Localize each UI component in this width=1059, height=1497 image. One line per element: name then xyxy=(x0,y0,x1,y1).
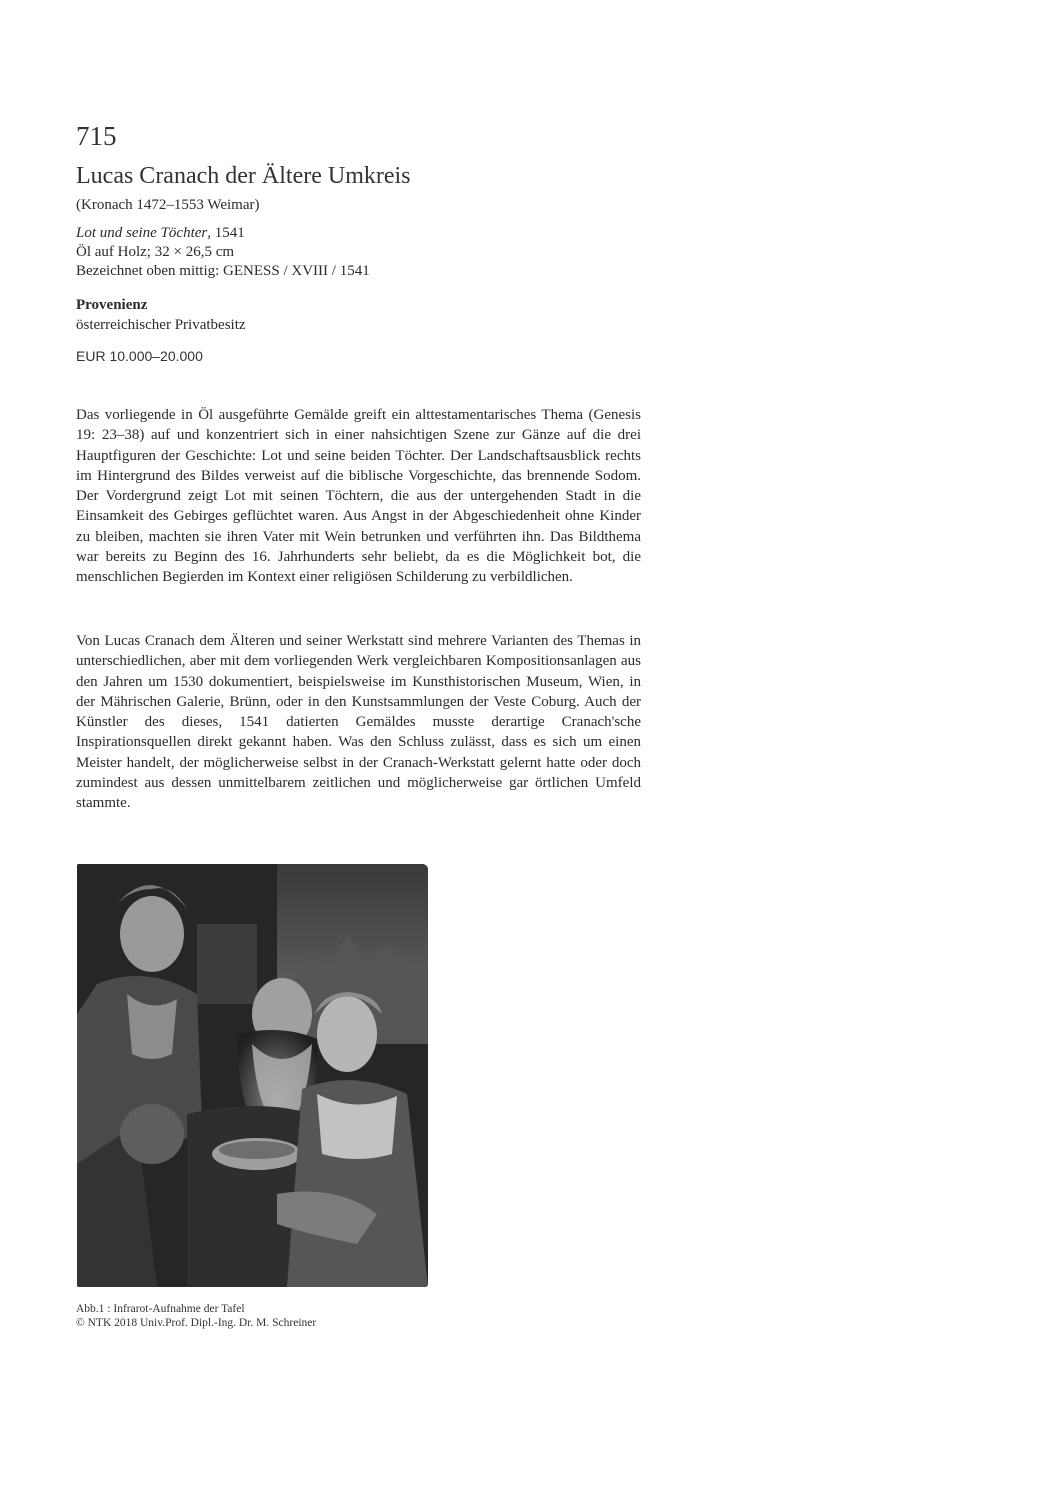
work-year: , 1541 xyxy=(207,225,245,241)
figure-caption xyxy=(76,1302,316,1330)
description-paragraph: Das vorliegende in Öl ausgeführte Gemälde greift ein alttestamentarisches Thema (Genesis 19: 23–38) auf und konzentriert sich in einer nahsichtigen Szene zur Gänze auf die drei Hauptfiguren der Geschichte: Lot und seine beiden Töchter. Der Landschaftsausblick rechts im Hintergrund des Bildes verweist auf die biblische Vorgeschichte, das brennende Sodom. Der Vordergrund zeigt Lot mit seinen Töchtern, die aus der untergehenden Stadt in die Einsamkeit des Gebirges geflüchtet waren. Aus Angst in der Abgeschiedenheit ohne Kinder zu bleiben, machten sie ihren Vater mit Wein betrunken und verführten ihn. Das Bildthema war bereits zu Beginn des 16. Jahrhunderts sehr beliebt, da es die Möglichkeit bot, die menschlichen Begierden im Kontext einer religiösen Schilderung zu verbildlichen. xyxy=(76,407,641,586)
work-details xyxy=(76,224,370,281)
artist-life-dates: (Kronach 1472–1553 Weimar) xyxy=(76,197,260,213)
figure-caption-title: Abb.1 : Infrarot-Aufnahme der Tafel xyxy=(76,1303,245,1315)
work-medium: Öl auf Holz; 32 × 26,5 cm xyxy=(76,244,235,260)
artist-name: Lucas Cranach der Ältere Umkreis xyxy=(76,163,411,189)
lot-number: 715 xyxy=(76,121,117,151)
painting-infrared-illustration xyxy=(77,864,428,1287)
work-inscription: Bezeichnet oben mittig: GENESS / XVIII / 1541 xyxy=(76,263,370,279)
provenance-text: österreichischer Privatbesitz xyxy=(76,317,246,333)
figure-caption-credit: © NTK 2018 Univ.Prof. Dipl.-Ing. Dr. M. Schreiner xyxy=(76,1317,317,1329)
infrared-image xyxy=(77,864,428,1287)
work-title-line xyxy=(76,224,370,243)
work-title: Lot und seine Töchter xyxy=(76,225,208,241)
estimate: EUR 10.000–20.000 xyxy=(76,348,203,364)
description-paragraph: Von Lucas Cranach dem Älteren und seiner Werkstatt sind mehrere Varianten des Themas in unterschiedlichen, aber mit dem vorliegenden Werk vergleichbaren Kompositionsanlagen aus den Jahren um 1530 dokumentiert, beispielsweise im Kunsthistorischen Museum, Wien, in der Mährischen Galerie, Brünn, oder in den Kunstsammlungen der Veste Coburg. Auch der Künstler des dieses, 1541 datierten Gemäldes musste derartige Cranach'sche Inspirationsquellen direkt gekannt haben. Was den Schluss zulässt, dass es sich um einen Meister handelt, der möglicherweise selbst in der Cranach-Werkstatt gelernt hatte oder doch zumindest aus dessen unmittelbarem zeitlichen und möglicherweise gar örtlichen Umfeld stammte. xyxy=(76,633,641,812)
provenance-heading: Provenienz xyxy=(76,297,148,313)
